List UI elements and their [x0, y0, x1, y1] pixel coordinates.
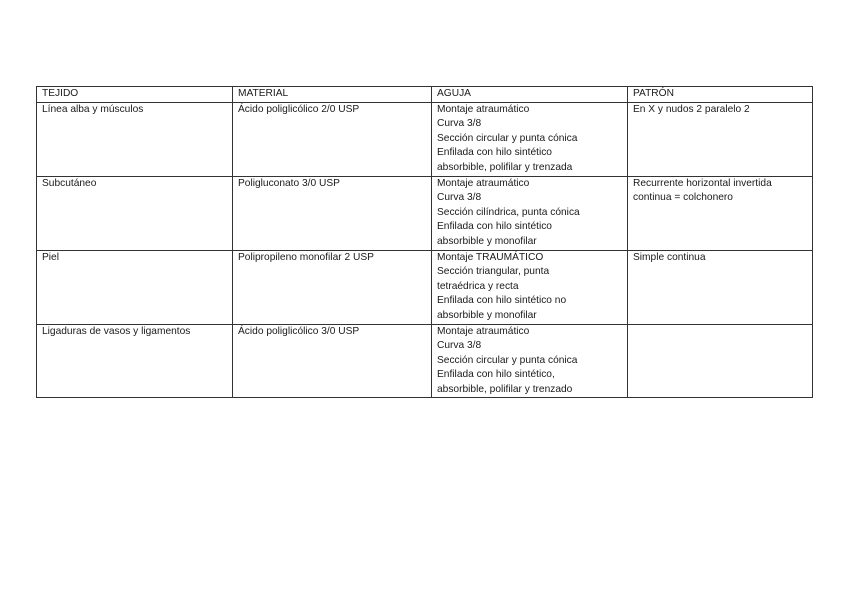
- cell-line: En X y nudos 2 paralelo 2: [633, 103, 750, 115]
- table-row: [37, 250, 813, 324]
- cell-text: Poligluconato 3/0 USP: [238, 177, 340, 189]
- cell-line: Sección circular y punta cónica: [437, 354, 578, 366]
- cell-line: Montaje atraumático: [437, 177, 530, 189]
- cell-patron: [628, 102, 813, 176]
- cell-line: absorbible, polifilar y trenzada: [437, 161, 573, 173]
- cell-line: Montaje atraumático: [437, 103, 530, 115]
- cell-text: Piel: [42, 251, 59, 263]
- cell-line: Simple continua: [633, 251, 706, 263]
- suture-table: [36, 86, 813, 398]
- cell-aguja: [432, 176, 628, 250]
- cell-patron: [628, 324, 813, 398]
- table-body: [37, 102, 813, 398]
- cell-line: absorbible, polifilar y trenzado: [437, 383, 573, 395]
- cell-line: absorbible y monofilar: [437, 309, 537, 321]
- cell-line: Enfilada con hilo sintético: [437, 221, 552, 233]
- cell-line: Enfilada con hilo sintético,: [437, 369, 555, 381]
- cell-material: [233, 324, 432, 398]
- header-aguja: AGUJA: [432, 87, 628, 103]
- cell-material: [233, 102, 432, 176]
- cell-line: Enfilada con hilo sintético no: [437, 295, 567, 307]
- cell-tejido: [37, 250, 233, 324]
- cell-material: [233, 250, 432, 324]
- header-material: MATERIAL: [233, 87, 432, 103]
- header-tejido: TEJIDO: [37, 87, 233, 103]
- cell-text: Subcutáneo: [42, 177, 97, 189]
- cell-material: [233, 176, 432, 250]
- cell-line: absorbible y monofilar: [437, 235, 537, 247]
- cell-line: Sección triangular, punta: [437, 266, 550, 278]
- cell-text: Polipropileno monofilar 2 USP: [238, 251, 374, 263]
- header-patron: PATRÓN: [628, 87, 813, 103]
- cell-text: Línea alba y músculos: [42, 103, 144, 115]
- cell-line: Enfilada con hilo sintético: [437, 147, 552, 159]
- cell-tejido: [37, 102, 233, 176]
- cell-line: Curva 3/8: [437, 118, 482, 130]
- header-row: [37, 87, 813, 103]
- cell-line: Montaje TRAUMÁTICO: [437, 251, 544, 263]
- cell-patron: [628, 250, 813, 324]
- table-row: [37, 324, 813, 398]
- cell-line: continua = colchonero: [633, 192, 733, 204]
- cell-line: Recurrente horizontal invertida: [633, 177, 772, 189]
- cell-line: tetraédrica y recta: [437, 280, 519, 292]
- cell-line: Sección cilíndrica, punta cónica: [437, 206, 580, 218]
- table-row: [37, 176, 813, 250]
- cell-line: Sección circular y punta cónica: [437, 132, 578, 144]
- table-header: [37, 87, 813, 103]
- cell-line: Curva 3/8: [437, 340, 482, 352]
- cell-text: Ligaduras de vasos y ligamentos: [42, 325, 191, 337]
- cell-text: Ácido poliglicólico 3/0 USP: [238, 325, 360, 337]
- cell-line: Curva 3/8: [437, 192, 482, 204]
- cell-tejido: [37, 324, 233, 398]
- table-row: [37, 102, 813, 176]
- cell-text: Ácido poliglicólico 2/0 USP: [238, 103, 360, 115]
- cell-patron: [628, 176, 813, 250]
- cell-aguja: [432, 324, 628, 398]
- cell-aguja: [432, 102, 628, 176]
- cell-tejido: [37, 176, 233, 250]
- cell-line: Montaje atraumático: [437, 325, 530, 337]
- cell-aguja: [432, 250, 628, 324]
